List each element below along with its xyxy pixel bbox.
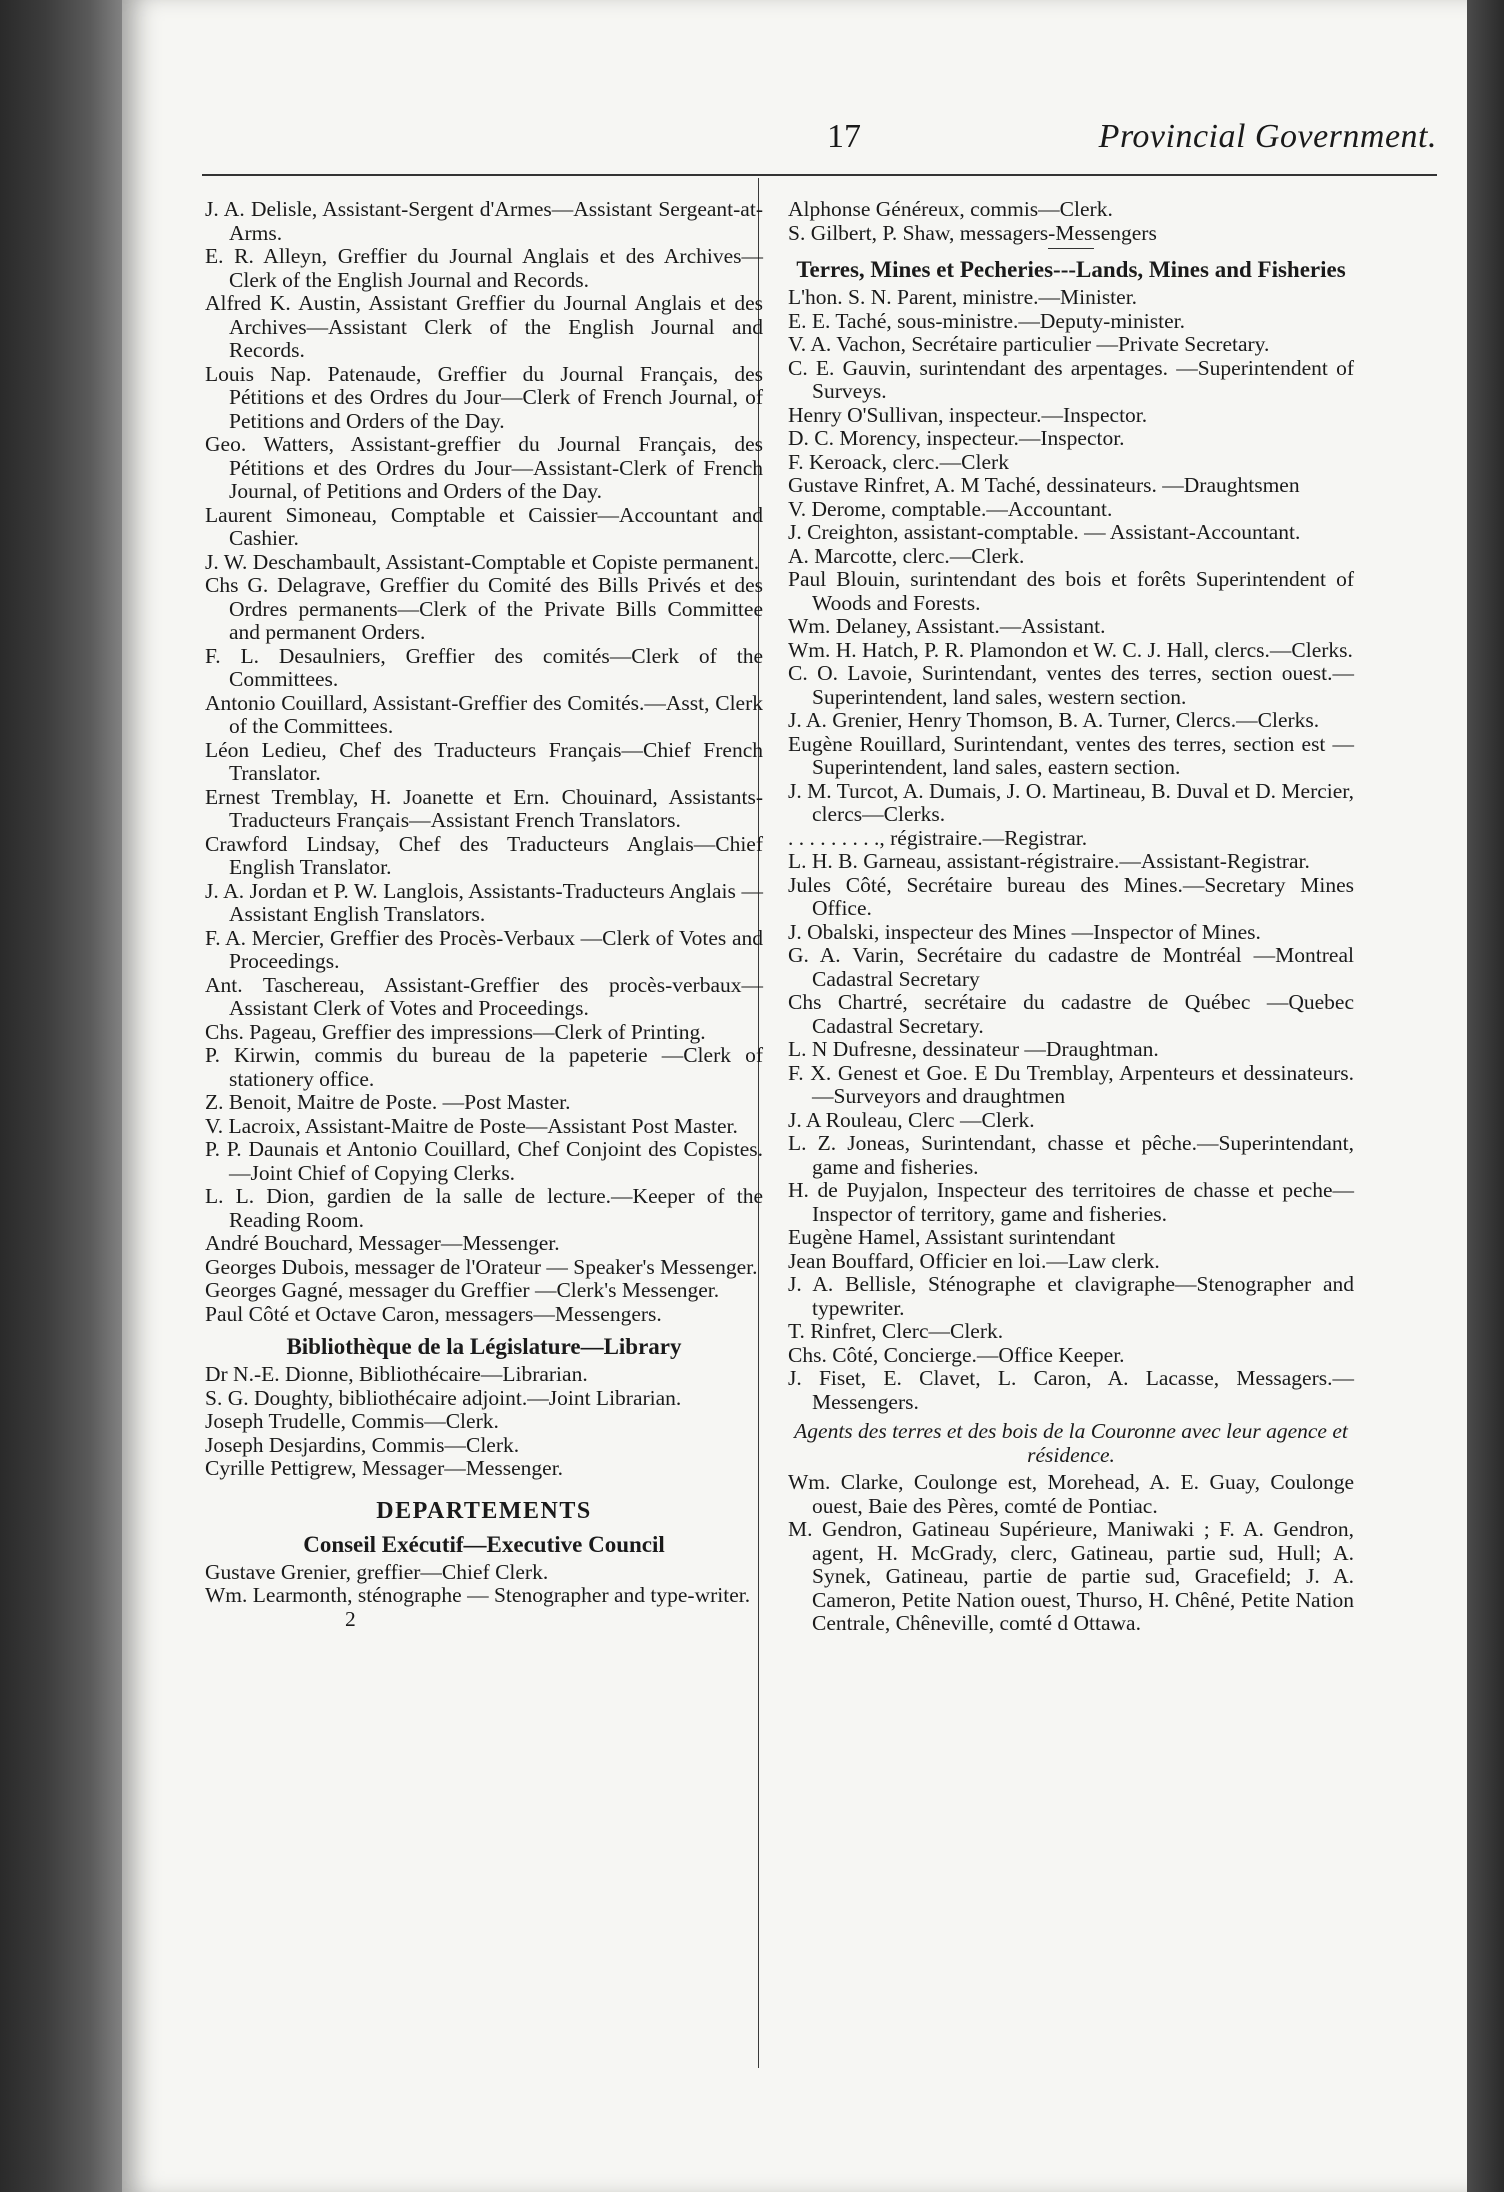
lands-entries bbox=[788, 286, 1354, 1414]
list-item: Eugène Rouillard, Surintendant, ventes des terres, section est — Superintendent, land sales, eastern section. bbox=[788, 731, 1354, 779]
list-item: V. Lacroix, Assistant-Maitre de Poste—Assistant Post Master. bbox=[205, 1113, 738, 1138]
list-item: J. Fiset, E. Clavet, L. Caron, A. Lacasse, Messagers.—Messengers. bbox=[788, 1366, 1354, 1414]
list-item: F. Keroack, clerc.—Clerk bbox=[788, 449, 1009, 474]
list-item: Geo. Watters, Assistant-greffier du Journal Français, des Pétitions et des Ordres du Jour—Assistant-Clerk of French Journal, of Petitions and Orders of the Day. bbox=[205, 432, 763, 503]
list-item: V. Derome, comptable.—Accountant. bbox=[788, 496, 1113, 521]
list-item: Wm. Delaney, Assistant.—Assistant. bbox=[788, 614, 1106, 638]
page-edge-shadow bbox=[1467, 0, 1504, 2192]
list-item: Wm. H. Hatch, P. R. Plamondon et W. C. J. Hall, clercs.—Clerks. bbox=[788, 637, 1353, 662]
list-item: E. R. Alleyn, Greffier du Journal Anglais et des Archives—Clerk of the English Journal and Records. bbox=[205, 244, 763, 292]
list-item: Paul Blouin, surintendant des bois et forêts Superintendent of Woods and Forests. bbox=[788, 567, 1354, 615]
list-item: Eugène Hamel, Assistant surintendant bbox=[788, 1225, 1116, 1249]
list-item: F. L. Desaulniers, Greffier des comités—Clerk of the Committees. bbox=[205, 643, 763, 691]
list-item: Alfred K. Austin, Assistant Greffier du Journal Anglais et des Archives—Assistant Clerk of the English Journal and Records. bbox=[205, 291, 763, 362]
list-item: S. G. Doughty, bibliothécaire adjoint.—Joint Librarian. bbox=[205, 1385, 682, 1410]
list-item: Chs. Côté, Concierge.—Office Keeper. bbox=[788, 1342, 1125, 1367]
list-item: L'hon. S. N. Parent, ministre.—Minister. bbox=[788, 285, 1138, 309]
list-item: F. A. Mercier, Greffier des Procès-Verbaux —Clerk of Votes and Proceedings. bbox=[205, 925, 763, 973]
list-item: Z. Benoit, Maitre de Poste. —Post Master. bbox=[205, 1090, 571, 1114]
list-item: J. A. Grenier, Henry Thomson, B. A. Turner, Clercs.—Clerks. bbox=[788, 708, 1320, 732]
signature-mark: 2 bbox=[345, 1606, 356, 1631]
list-item: L. L. Dion, gardien de la salle de lecture.—Keeper of the Reading Room. bbox=[205, 1184, 763, 1232]
running-title: Provincial Government. bbox=[1098, 118, 1437, 155]
list-item: Louis Nap. Patenaude, Greffier du Journal Français, des Pétitions et des Ordres du Jour—Clerk of French Journal, of Petitions and Orders of the Day. bbox=[205, 361, 763, 433]
page-header bbox=[202, 118, 1437, 174]
list-item: Georges Gagné, messager du Greffier —Clerk's Messenger. bbox=[205, 1278, 720, 1302]
list-item: D. C. Morency, inspecteur.—Inspector. bbox=[788, 426, 1125, 450]
list-item: F. X. Genest et Goe. E Du Tremblay, Arpenteurs et dessinateurs.—Surveyors and draughtmen bbox=[788, 1060, 1354, 1108]
lands-heading: Terres, Mines et Pecheries---Lands, Mines and Fisheries bbox=[796, 257, 1346, 282]
agents-entries bbox=[788, 1471, 1354, 1636]
list-item: Laurent Simoneau, Comptable et Caissier—Accountant and Cashier. bbox=[205, 502, 763, 550]
list-item: Ernest Tremblay, H. Joanette et Ern. Chouinard, Assistants-Traducteurs Français—Assistant French Translators. bbox=[205, 784, 763, 832]
list-item: E. E. Taché, sous-ministre.—Deputy-minister. bbox=[788, 308, 1185, 333]
list-item: V. A. Vachon, Secrétaire particulier —Private Secretary. bbox=[788, 332, 1270, 356]
list-item: G. A. Varin, Secrétaire du cadastre de Montréal —Montreal Cadastral Secretary bbox=[788, 943, 1354, 991]
list-item: J. A. Bellisle, Sténographe et clavigraphe—Stenographer and typewriter. bbox=[788, 1272, 1354, 1320]
list-item: J. A Rouleau, Clerc —Clerk. bbox=[788, 1107, 1035, 1132]
list-item: S. Gilbert, P. Shaw, messagers-Messengers bbox=[788, 220, 1157, 245]
list-item: André Bouchard, Messager—Messenger. bbox=[205, 1231, 560, 1255]
list-item: Chs G. Delagrave, Greffier du Comité des Bills Privés et des Ordres permanents—Clerk of the Private Bills Committee and permanent Orders. bbox=[205, 573, 763, 644]
list-item: J. A. Delisle, Assistant-Sergent d'Armes—Assistant Sergeant-at-Arms. bbox=[205, 197, 763, 245]
list-item: L. N Dufresne, dessinateur —Draughtman. bbox=[788, 1037, 1159, 1061]
list-item: Joseph Trudelle, Commis—Clerk. bbox=[205, 1409, 499, 1433]
list-item: . . . . . . . . ., régistraire.—Registrar. bbox=[788, 825, 1088, 850]
list-item: Wm. Clarke, Coulonge est, Morehead, A. E. Guay, Coulonge ouest, Baie des Pères, comté de Pontiac. bbox=[788, 1470, 1354, 1518]
list-item: P. Kirwin, commis du bureau de la papeterie —Clerk of stationery office. bbox=[205, 1043, 763, 1091]
list-item: Gustave Grenier, greffier—Chief Clerk. bbox=[205, 1559, 549, 1584]
list-item: J. Creighton, assistant-comptable. — Assistant-Accountant. bbox=[788, 520, 1301, 544]
list-item: Gustave Rinfret, A. M Taché, dessinateurs. —Draughtsmen bbox=[788, 473, 1300, 497]
list-item: Crawford Lindsay, Chef des Traducteurs Anglais—Chief English Translator. bbox=[205, 831, 763, 879]
list-item: Jules Côté, Secrétaire bureau des Mines.—Secretary Mines Office. bbox=[788, 872, 1354, 920]
list-item: J. W. Deschambault, Assistant-Comptable et Copiste permanent. bbox=[205, 549, 760, 574]
list-item: J. A. Jordan et P. W. Langlois, Assistants-Traducteurs Anglais — Assistant English Translators. bbox=[205, 878, 763, 926]
list-item: Cyrille Pettigrew, Messager—Messenger. bbox=[205, 1456, 564, 1480]
list-item: P. P. Daunais et Antonio Couillard, Chef Conjoint des Copistes.—Joint Chief of Copying Clerks. bbox=[205, 1137, 763, 1185]
list-item: A. Marcotte, clerc.—Clerk. bbox=[788, 543, 1025, 568]
right-entries-top bbox=[788, 198, 1354, 245]
council-entries bbox=[205, 1561, 763, 1608]
agents-heading: Agents des terres et des bois de la Couronne avec leur agence et résidence. bbox=[794, 1419, 1348, 1467]
list-item: C. E. Gauvin, surintendant des arpentages. —Superintendent of Surveys. bbox=[788, 355, 1354, 403]
list-item: L. Z. Joneas, Surintendant, chasse et pêche.—Superintendant, game and fisheries. bbox=[788, 1131, 1354, 1179]
document-page bbox=[122, 0, 1467, 2192]
section-rule bbox=[1048, 248, 1094, 249]
page-number: 17 bbox=[827, 118, 861, 155]
list-item: Paul Côté et Octave Caron, messagers—Messengers. bbox=[205, 1301, 662, 1326]
left-column bbox=[205, 198, 763, 1631]
list-item: Jean Bouffard, Officier en loi.—Law clerk. bbox=[788, 1248, 1160, 1273]
left-entries bbox=[205, 198, 763, 1326]
departments-heading: DEPARTEMENTS bbox=[376, 1497, 592, 1524]
list-item: Chs Chartré, secrétaire du cadastre de Québec —Quebec Cadastral Secretary. bbox=[788, 990, 1354, 1038]
list-item: Antonio Couillard, Assistant-Greffier des Comités.—Asst, Clerk of the Committees. bbox=[205, 690, 763, 738]
list-item: L. H. B. Garneau, assistant-régistraire.—Assistant-Registrar. bbox=[788, 849, 1310, 873]
list-item: Henry O'Sullivan, inspecteur.—Inspector. bbox=[788, 402, 1148, 427]
list-item: Ant. Taschereau, Assistant-Greffier des procès-verbaux—Assistant Clerk of Votes and Proceedings. bbox=[205, 972, 763, 1020]
council-heading: Conseil Exécutif—Executive Council bbox=[303, 1531, 665, 1557]
list-item: Léon Ledieu, Chef des Traducteurs Français—Chief French Translator. bbox=[205, 737, 763, 785]
list-item: Georges Dubois, messager de l'Orateur — Speaker's Messenger. bbox=[205, 1254, 758, 1279]
header-rule bbox=[202, 174, 1437, 176]
library-entries bbox=[205, 1363, 763, 1481]
list-item: J. Obalski, inspecteur des Mines —Inspector of Mines. bbox=[788, 919, 1261, 944]
list-item: Alphonse Généreux, commis—Clerk. bbox=[788, 197, 1113, 221]
right-column bbox=[788, 198, 1354, 1636]
list-item: Dr N.-E. Dionne, Bibliothécaire—Librarian. bbox=[205, 1362, 588, 1386]
list-item: M. Gendron, Gatineau Supérieure, Maniwaki ; F. A. Gendron, agent, H. McGrady, clerc, Gatineau, partie sud, Hull; A. Synek, Gatineau, partie de partie sud, Gracefield; J. A. Cameron, Petite Nation ouest, Thurso, H. Chêné, Petite Nation Centrale, Chêneville, comté d Ottawa. bbox=[788, 1517, 1354, 1635]
library-heading: Bibliothèque de la Législature—Library bbox=[286, 1334, 682, 1359]
list-item: J. M. Turcot, A. Dumais, J. O. Martineau, B. Duval et D. Mercier, clercs—Clerks. bbox=[788, 778, 1354, 826]
list-item: C. O. Lavoie, Surintendant, ventes des terres, section ouest.—Superintendent, land sales, western section. bbox=[788, 661, 1354, 709]
list-item: Chs. Pageau, Greffier des impressions—Clerk of Printing. bbox=[205, 1019, 706, 1044]
list-item: H. de Puyjalon, Inspecteur des territoires de chasse et peche— Inspector of territory, game and fisheries. bbox=[788, 1178, 1354, 1226]
list-item: Joseph Desjardins, Commis—Clerk. bbox=[205, 1432, 520, 1457]
list-item: Wm. Learmonth, sténographe — Stenographer and type-writer. bbox=[205, 1583, 751, 1607]
list-item: T. Rinfret, Clerc—Clerk. bbox=[788, 1319, 1004, 1343]
